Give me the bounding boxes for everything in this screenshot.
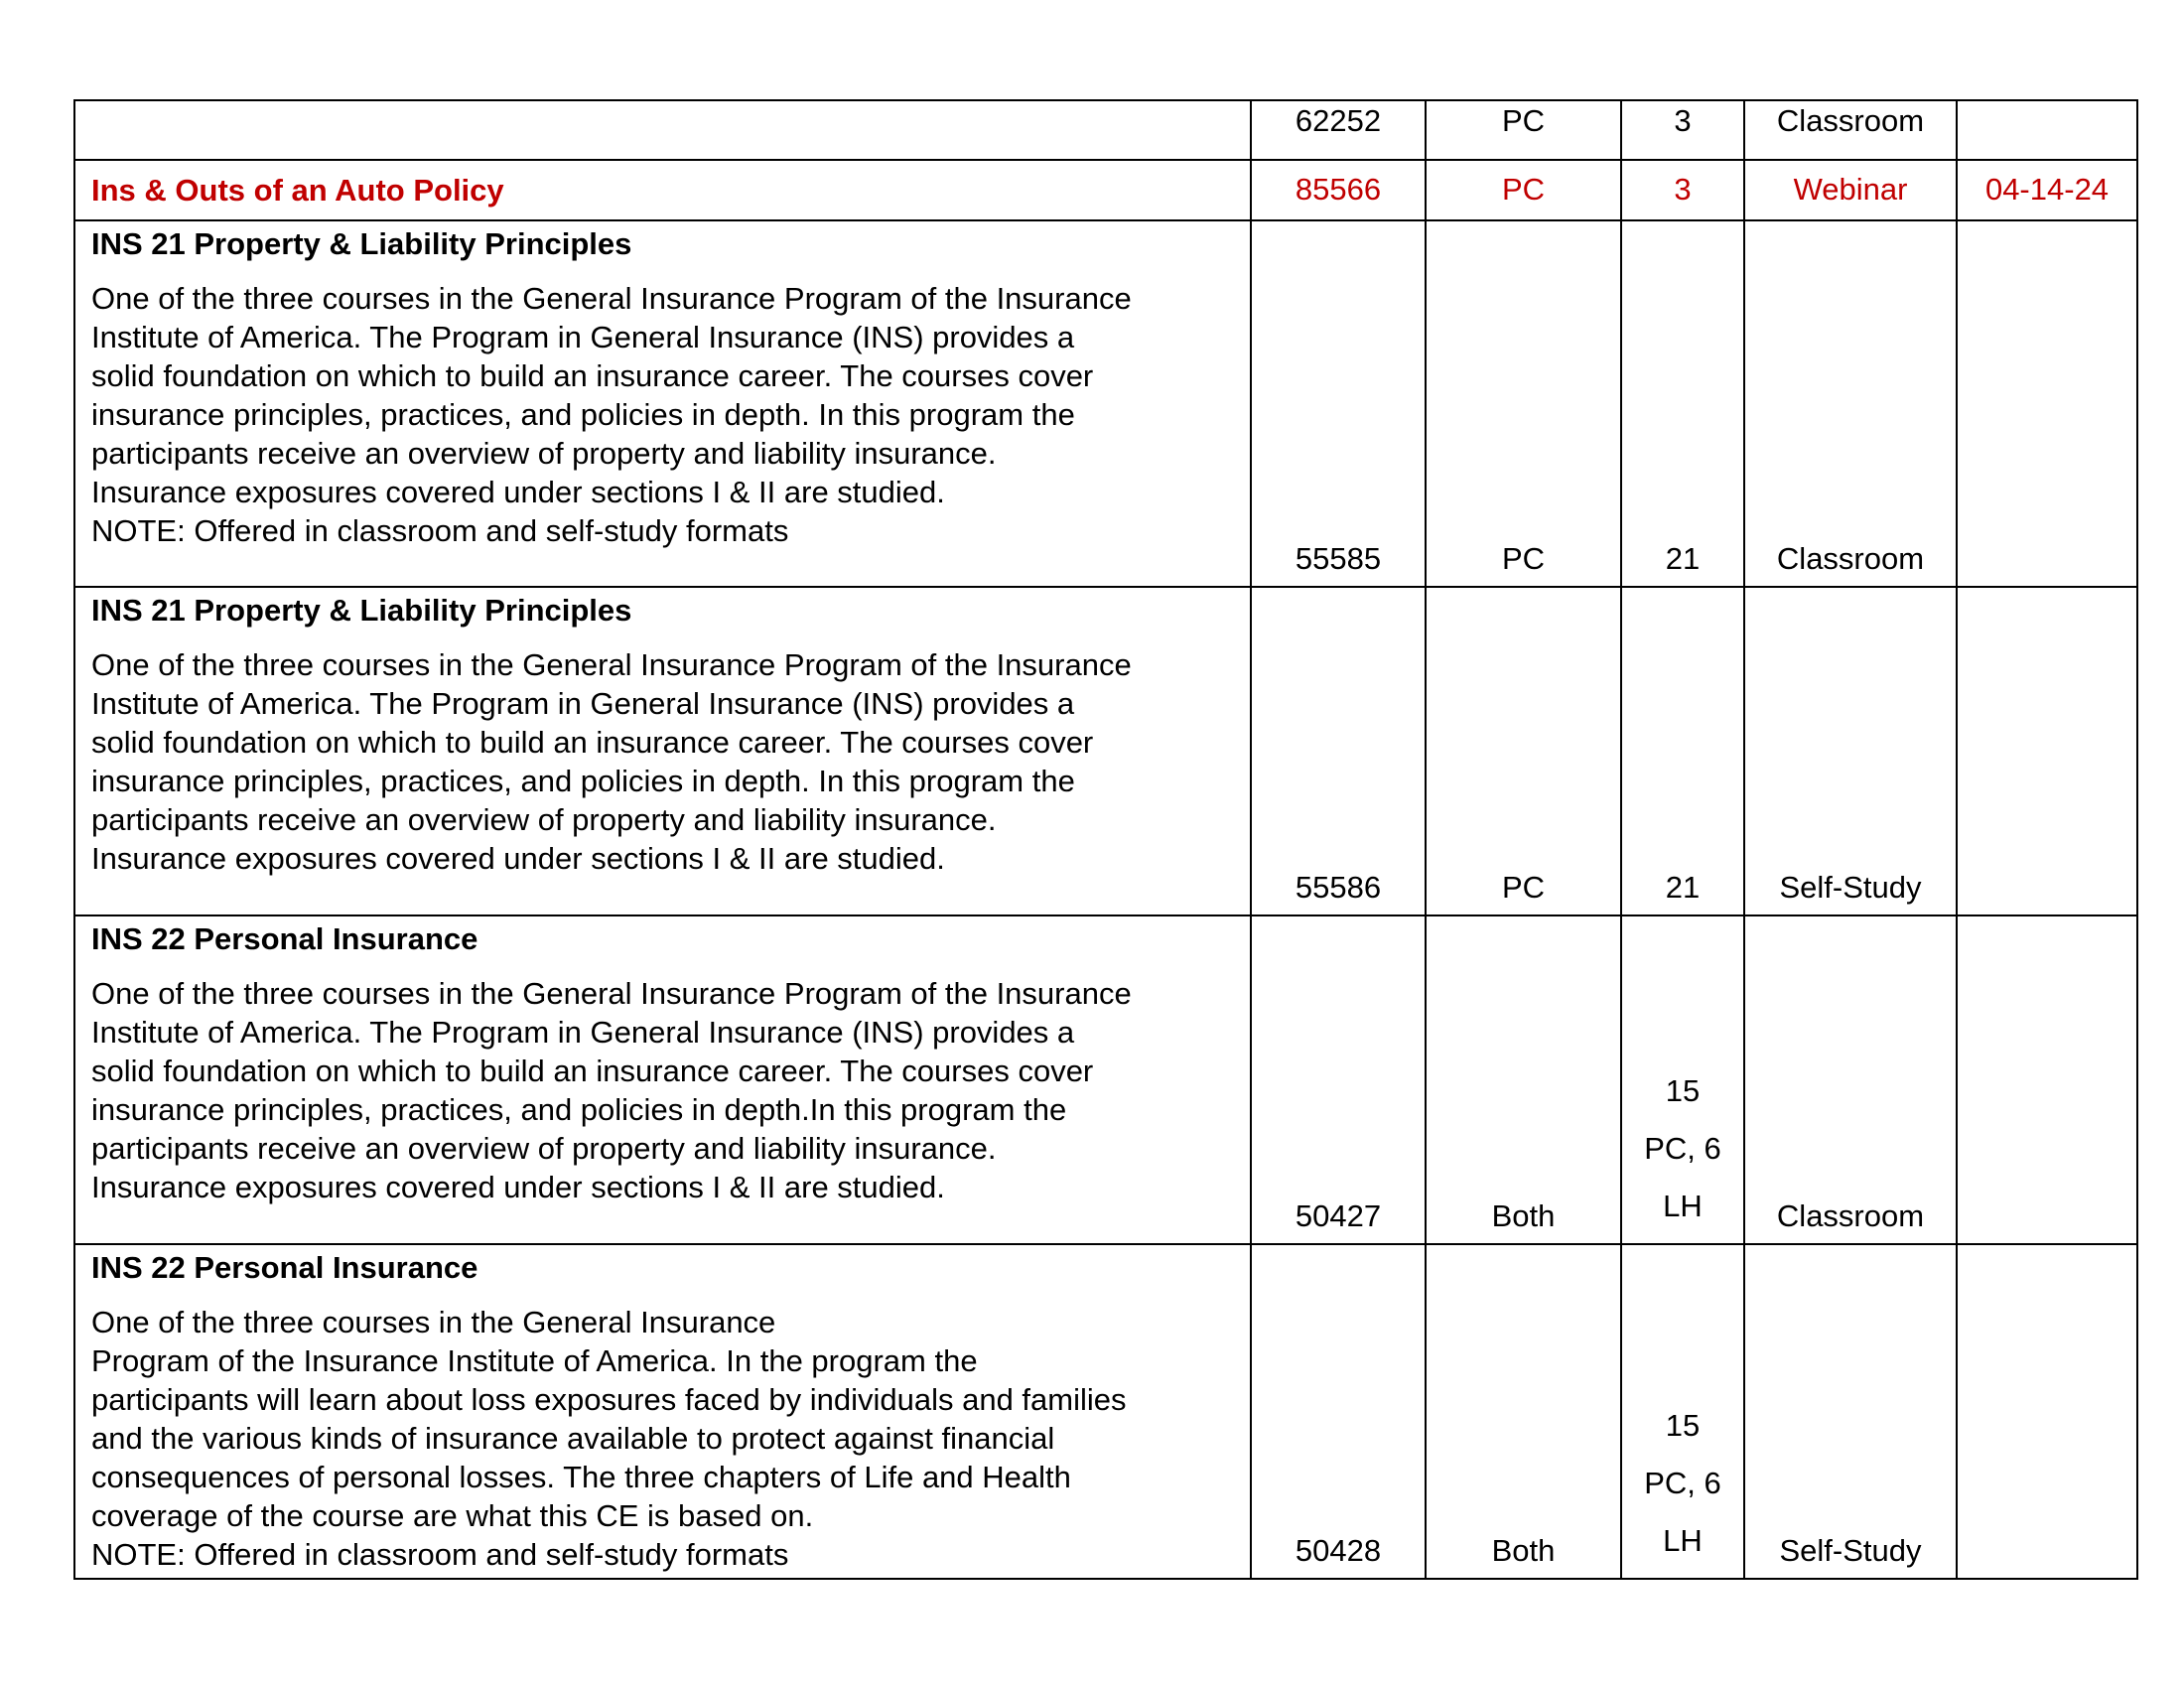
course-row	[74, 1244, 2137, 1579]
description-line: NOTE: Offered in classroom and self-study formats	[91, 513, 789, 548]
description-line: NOTE: Offered in classroom and self-study formats	[91, 1537, 789, 1572]
credit-type: PC	[1426, 587, 1621, 915]
course-date	[1957, 915, 2137, 1244]
course-date	[1957, 220, 2137, 587]
description-line: solid foundation on which to build an insurance career. The courses cover	[91, 725, 1094, 760]
course-title: INS 22 Personal Insurance	[91, 921, 478, 956]
description-line: Institute of America. The Program in General Insurance (INS) provides a	[91, 686, 1075, 721]
credit-hours-line: 15	[1665, 1408, 1701, 1443]
course-number: 50427	[1251, 915, 1426, 1244]
description-line: Insurance exposures covered under sections I & II are studied.	[91, 1170, 945, 1204]
description-line: Institute of America. The Program in General Insurance (INS) provides a	[91, 1015, 1075, 1050]
credit-hours-line: PC, 6	[1644, 1466, 1721, 1500]
credit-type: Both	[1426, 915, 1621, 1244]
course-title: INS 21 Property & Liability Principles	[91, 593, 632, 628]
delivery-format: Classroom	[1744, 220, 1957, 587]
delivery-format: Classroom	[1744, 915, 1957, 1244]
course-description-cell	[74, 100, 1251, 160]
description-line: participants will learn about loss exposures faced by individuals and families	[91, 1382, 1127, 1417]
description-line: Insurance exposures covered under sections I & II are studied.	[91, 841, 945, 876]
description-line: participants receive an overview of property and liability insurance.	[91, 436, 997, 471]
course-number: 55585	[1251, 220, 1426, 587]
course-title: INS 22 Personal Insurance	[91, 1250, 478, 1285]
description-line: insurance principles, practices, and policies in depth. In this program the	[91, 397, 1075, 432]
course-description	[91, 645, 1236, 878]
delivery-format: Classroom	[1744, 100, 1957, 160]
credit-hours-line: LH	[1663, 1189, 1703, 1223]
course-row	[74, 915, 2137, 1244]
course-description-cell	[74, 1244, 1251, 1579]
course-row	[74, 100, 2137, 160]
course-number: 85566	[1251, 160, 1426, 220]
description-line: solid foundation on which to build an insurance career. The courses cover	[91, 358, 1094, 393]
description-line: One of the three courses in the General Insurance Program of the Insurance	[91, 976, 1132, 1011]
credit-hours-line: PC, 6	[1644, 1131, 1721, 1166]
course-description-cell	[74, 915, 1251, 1244]
description-line: Institute of America. The Program in General Insurance (INS) provides a	[91, 320, 1075, 354]
description-line: Insurance exposures covered under sections I & II are studied.	[91, 475, 945, 509]
course-date: 04-14-24	[1957, 160, 2137, 220]
course-row	[74, 160, 2137, 220]
delivery-format: Self-Study	[1744, 1244, 1957, 1579]
course-number: 62252	[1251, 100, 1426, 160]
course-date	[1957, 587, 2137, 915]
credit-hours	[1621, 915, 1744, 1244]
description-line: and the various kinds of insurance available to protect against financial	[91, 1421, 1055, 1456]
course-description	[91, 974, 1236, 1206]
course-description-cell	[74, 220, 1251, 587]
course-description-cell	[74, 160, 1251, 220]
credit-type: PC	[1426, 220, 1621, 587]
credit-hours: 3	[1621, 100, 1744, 160]
course-number: 55586	[1251, 587, 1426, 915]
description-line: coverage of the course are what this CE is based on.	[91, 1498, 814, 1533]
credit-hours	[1621, 1244, 1744, 1579]
course-description	[91, 279, 1236, 550]
course-description	[91, 1303, 1236, 1574]
course-number: 50428	[1251, 1244, 1426, 1579]
course-date	[1957, 1244, 2137, 1579]
description-line: insurance principles, practices, and policies in depth.In this program the	[91, 1092, 1067, 1127]
description-line: consequences of personal losses. The three chapters of Life and Health	[91, 1460, 1071, 1494]
description-line: One of the three courses in the General Insurance Program of the Insurance	[91, 281, 1132, 316]
credit-type: PC	[1426, 100, 1621, 160]
credit-hours-line: LH	[1663, 1523, 1703, 1558]
course-date	[1957, 100, 2137, 160]
description-line: insurance principles, practices, and policies in depth. In this program the	[91, 764, 1075, 798]
description-line: participants receive an overview of property and liability insurance.	[91, 1131, 997, 1166]
credit-hours: 3	[1621, 160, 1744, 220]
credit-hours-line: 15	[1665, 1073, 1701, 1108]
credit-type: Both	[1426, 1244, 1621, 1579]
course-description-cell	[74, 587, 1251, 915]
description-line: solid foundation on which to build an insurance career. The courses cover	[91, 1054, 1094, 1088]
course-table	[73, 99, 2138, 1580]
course-row	[74, 587, 2137, 915]
credit-type: PC	[1426, 160, 1621, 220]
description-line: One of the three courses in the General Insurance Program of the Insurance	[91, 647, 1132, 682]
course-title: Ins & Outs of an Auto Policy	[91, 172, 504, 208]
description-line: participants receive an overview of property and liability insurance.	[91, 802, 997, 837]
delivery-format: Webinar	[1744, 160, 1957, 220]
course-title: INS 21 Property & Liability Principles	[91, 226, 632, 261]
delivery-format: Self-Study	[1744, 587, 1957, 915]
course-row	[74, 220, 2137, 587]
description-line: One of the three courses in the General Insurance	[91, 1305, 776, 1339]
credit-hours: 21	[1621, 220, 1744, 587]
description-line: Program of the Insurance Institute of America. In the program the	[91, 1343, 978, 1378]
credit-hours: 21	[1621, 587, 1744, 915]
